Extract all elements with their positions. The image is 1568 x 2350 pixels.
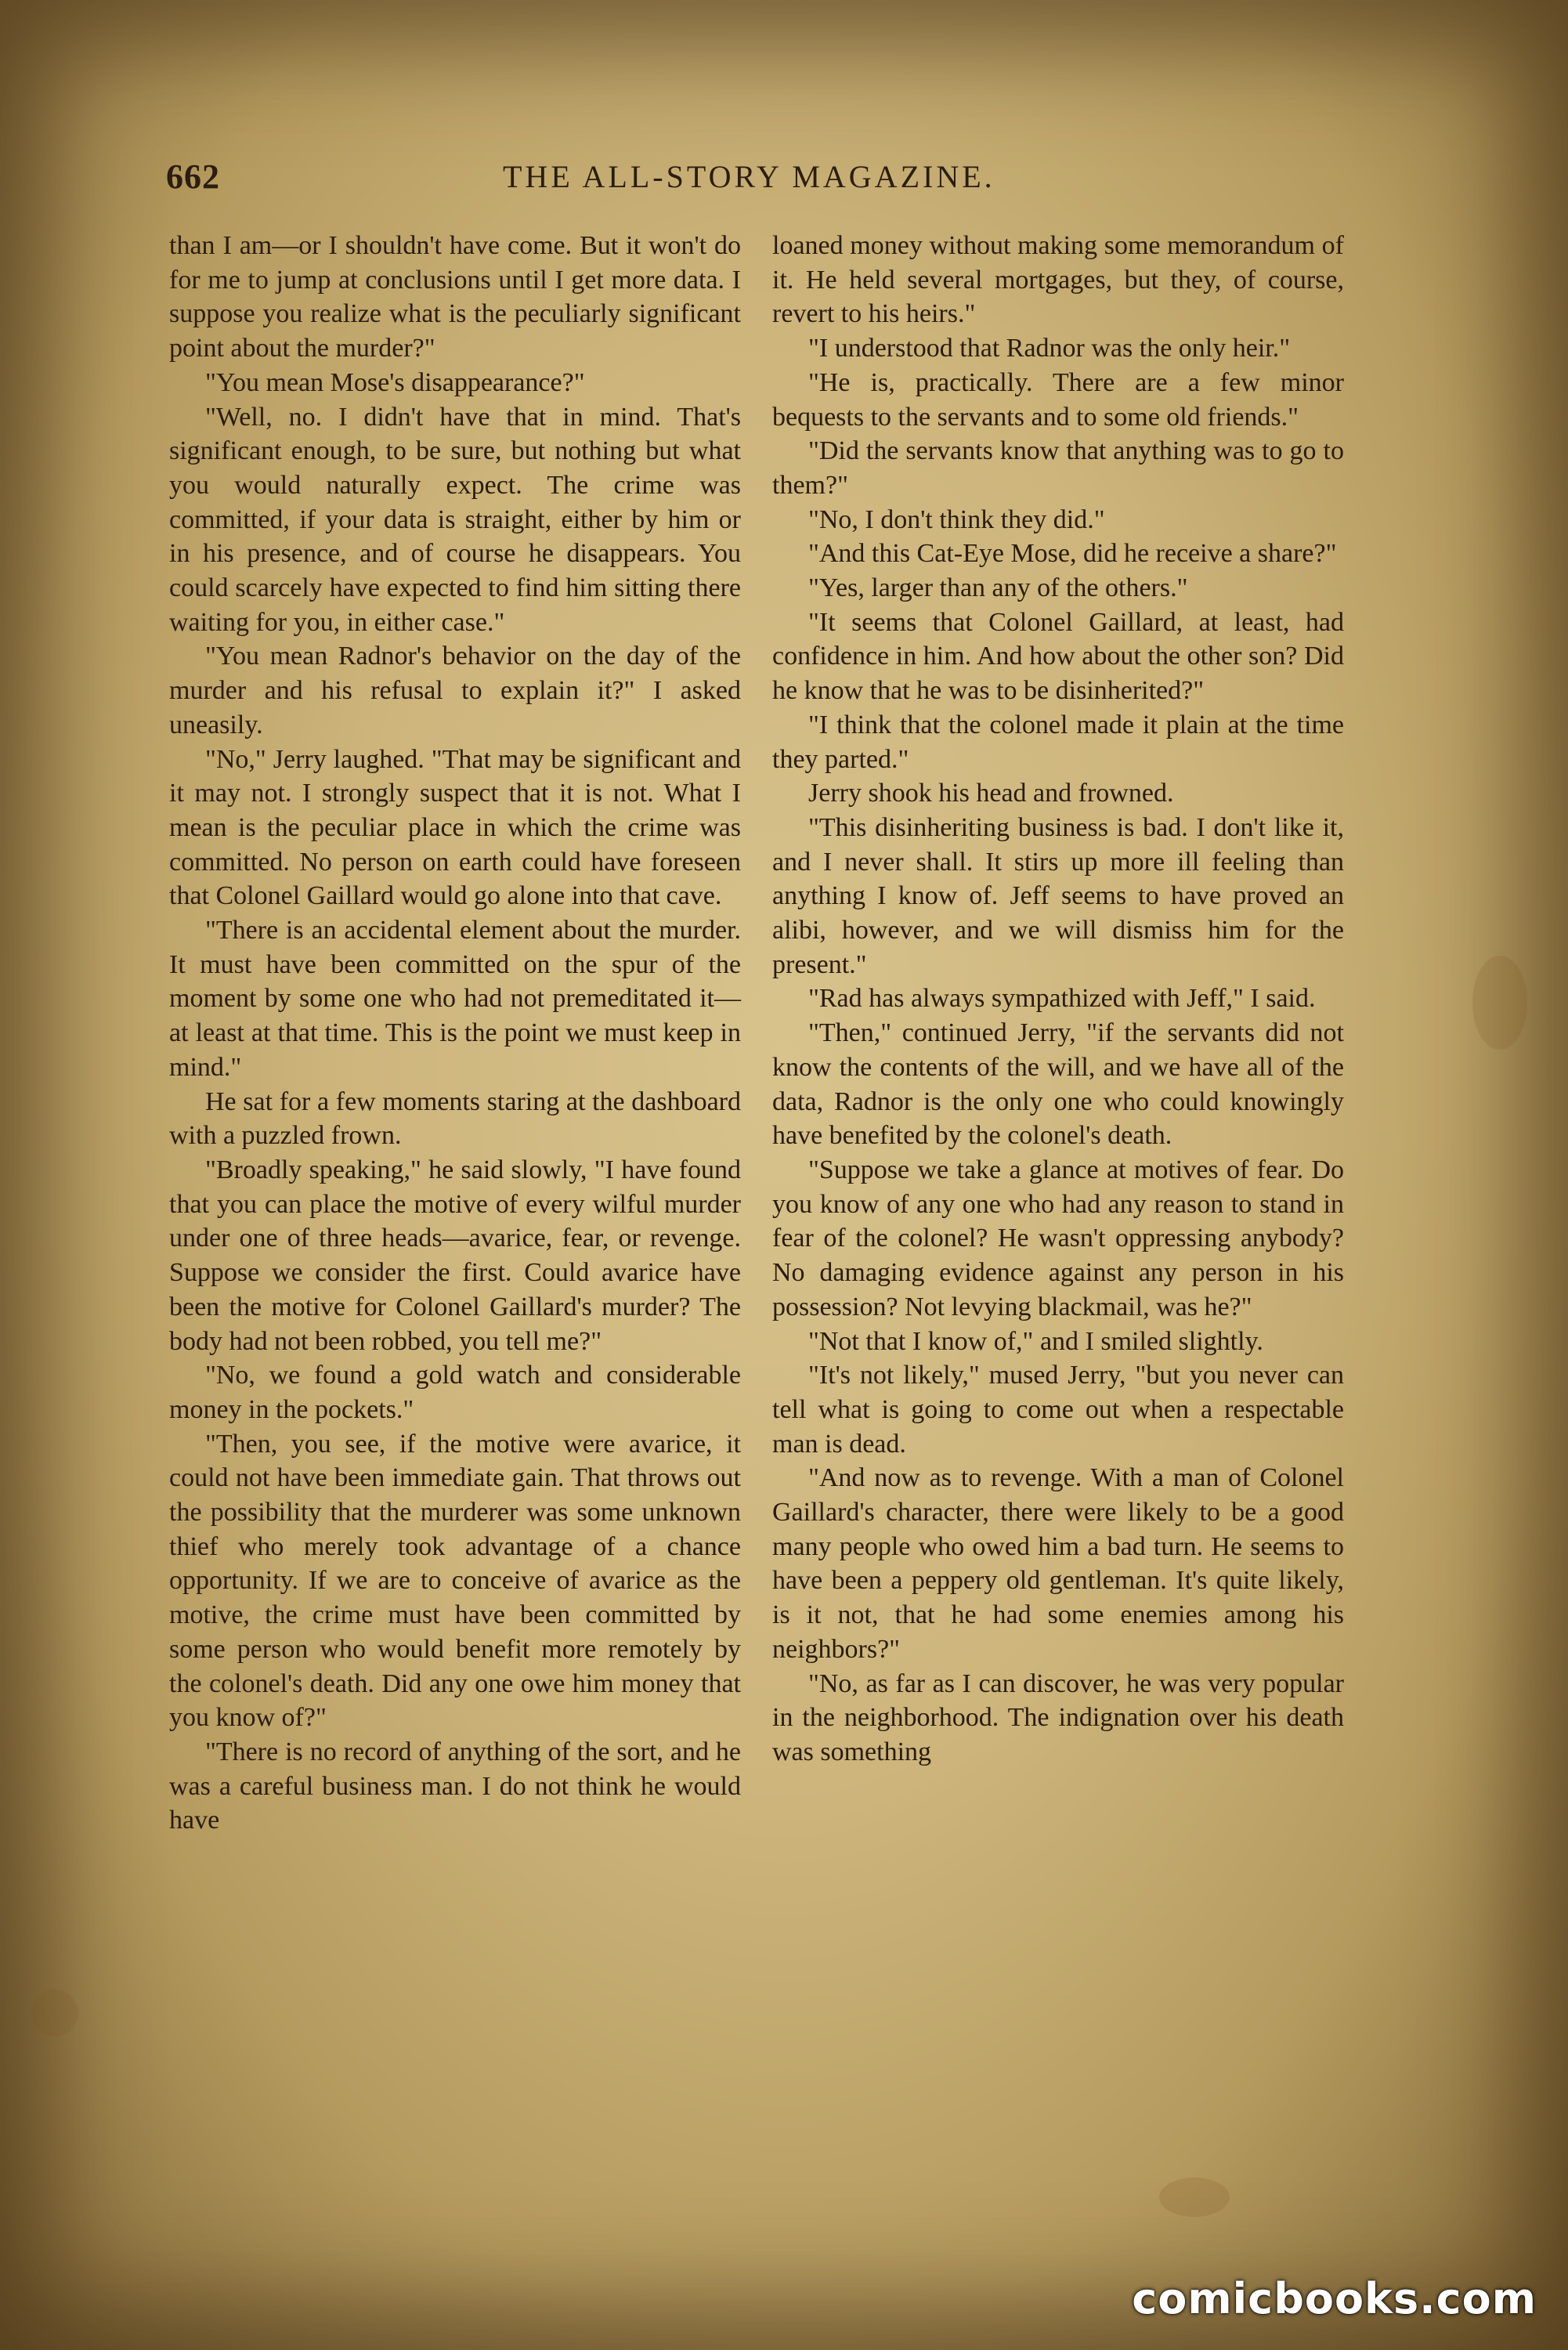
paragraph: "Not that I know of," and I smiled slightly. <box>808 1326 1263 1356</box>
page-stain <box>31 1990 78 2037</box>
paragraph: "There is no record of anything of the sort, and he was a careful business man. I do not think he would have <box>169 1737 741 1835</box>
paragraph: "I think that the colonel made it plain at the time they parted." <box>772 710 1344 774</box>
paragraph: "Well, no. I didn't have that in mind. That's significant enough, to be sure, but nothing but what you would naturally expect. The crime was committed, if your data is straight, either by him or in his presence, and of course he disappears. You could scarcely have expected to find him sitting there waiting for you, in either case." <box>169 402 741 637</box>
page-number: 662 <box>166 157 220 196</box>
paragraph: "This disinheriting business is bad. I don't like it, and I never shall. It stirs up more ill feeling than anything I know of. Jeff seems to have proved an alibi, however, and we will dismiss him for the present." <box>772 812 1344 979</box>
paragraph: "And this Cat-Eye Mose, did he receive a share?" <box>808 539 1337 569</box>
page-header <box>166 157 1349 204</box>
paragraph: "Did the servants know that anything was to go to them?" <box>772 436 1344 500</box>
paragraph: "Then," continued Jerry, "if the servants did not know the contents of the will, and we have all of the data, Radnor is the only one who could knowingly have benefited by the colonel's death. <box>772 1018 1344 1151</box>
paragraph: "Yes, larger than any of the others." <box>808 573 1188 603</box>
left-text-column <box>169 229 741 1838</box>
page-stain <box>1472 956 1527 1050</box>
paragraph: "Then, you see, if the motive were avarice, it could not have been immediate gain. That throws out the possibility that the murderer was some unknown thief who merely took advantage of a chance opportunity. If we are to conceive of avarice as the motive, the crime must have been committed by some person who would benefit more remotely by the colonel's death. Did any one owe him money that you know of?" <box>169 1429 741 1733</box>
paragraph: loaned money without making some memorandum of it. He held several mortgages, but they, of course, revert to his heirs." <box>772 231 1344 329</box>
paragraph: "No, as far as I can discover, he was very popular in the neighborhood. The indignation over his death was something <box>772 1668 1344 1766</box>
paragraph: "There is an accidental element about the murder. It must have been committed on the spur of the moment by some one who had not premeditated it—at least at that time. This is the point we must keep in mind." <box>169 916 741 1082</box>
paragraph: "No, we found a gold watch and considerable money in the pockets." <box>169 1361 741 1424</box>
paragraph: Jerry shook his head and frowned. <box>808 779 1174 808</box>
paragraph: "No," Jerry laughed. "That may be significant and it may not. I strongly suspect that it is not. What I mean is the peculiar place in which the crime was committed. No person on earth could have foreseen that Colonel Gaillard would go alone into that cave. <box>169 744 741 911</box>
paragraph: He sat for a few moments staring at the dashboard with a puzzled frown. <box>169 1086 741 1151</box>
paragraph: "Rad has always sympathized with Jeff," I said. <box>808 984 1316 1014</box>
paragraph: "Broadly speaking," he said slowly, "I have found that you can place the motive of every wilful murder under one of three heads—avarice, fear, or revenge. Suppose we consider the first. Could avarice have been the motive for Colonel Gaillard's murder? The body had not been robbed, you tell me?" <box>169 1155 741 1356</box>
site-watermark: comicbooks.com <box>1132 2274 1537 2323</box>
page-stain <box>1159 2178 1230 2217</box>
paragraph: than I am—or I shouldn't have come. But it won't do for me to jump at conclusions until I get more data. I suppose you realize what is the peculiarly significant point about the murder?" <box>169 231 741 363</box>
paragraph: "Suppose we take a glance at motives of fear. Do you know of any one who had any reason to stand in fear of the colonel? He wasn't oppressing anybody? No damaging evidence against any person in his possession? Not levying blackmail, was he?" <box>772 1155 1344 1321</box>
paragraph: "He is, practically. There are a few minor bequests to the servants and to some old friends." <box>772 367 1344 432</box>
magazine-title: THE ALL-STORY MAGAZINE. <box>503 159 995 194</box>
right-text-column <box>772 229 1344 1770</box>
paragraph: "No, I don't think they did." <box>808 504 1105 534</box>
paragraph: "And now as to revenge. With a man of Colonel Gaillard's character, there were likely to be a good many people who owed him a bad turn. He seems to have been a peppery old gentleman. It's quite likely, is it not, that he had some enemies among his neighbors?" <box>772 1463 1344 1664</box>
paragraph: "It seems that Colonel Gaillard, at least, had confidence in him. And how about the other son? Did he know that he was to be disinherited?" <box>772 607 1344 706</box>
paragraph: "I understood that Radnor was the only heir." <box>808 334 1291 363</box>
paragraph: "You mean Mose's disappearance?" <box>205 367 585 397</box>
paragraph: "It's not likely," mused Jerry, "but you never can tell what is going to come out when a respectable man is dead. <box>772 1361 1344 1459</box>
paragraph: "You mean Radnor's behavior on the day of the murder and his refusal to explain it?" I asked uneasily. <box>169 642 741 739</box>
